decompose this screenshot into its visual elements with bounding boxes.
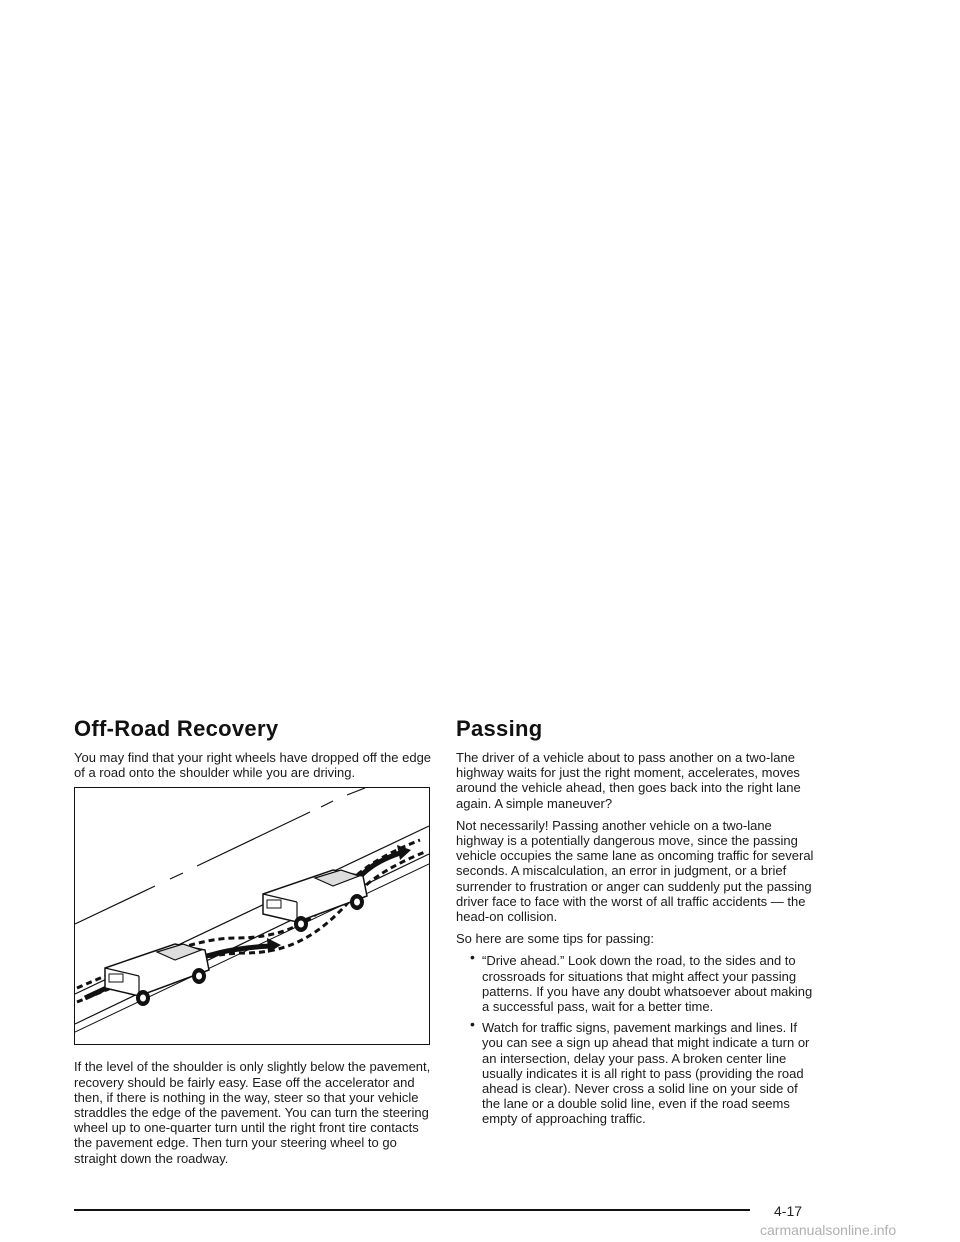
- body-paragraph: If the level of the shoulder is only slightly below the pavement, recovery should be fairly easy. Ease off the accelerator and then, if there is nothing in the way, steer so that your vehicle straddles the edge of the pavement. You can turn the steering wheel up to one-quarter turn until the right front tire contacts the pavement edge. Then turn your steering wheel to go straight down the roadway.: [74, 1059, 431, 1166]
- footer-rule: [74, 1209, 750, 1211]
- tips-list: [456, 949, 818, 1127]
- off-road-recovery-section: [74, 716, 434, 1173]
- bullet-icon: •: [470, 949, 475, 966]
- list-item: [470, 949, 818, 1015]
- watermark: carmanualsonline.info: [760, 1222, 897, 1238]
- list-item-text: Watch for traffic signs, pavement markings and lines. If you can see a sign up ahead that might indicate a turn or an intersection, delay your pass. A broken center line usually indicates it is all right to pass (providing the road ahead is clear). Never cross a solid line on your side of the lane or a double solid line, even if the road seems empty of approaching traffic.: [482, 1020, 810, 1127]
- paragraph-3: So here are some tips for passing:: [456, 931, 654, 947]
- off-road-recovery-illustration: [74, 787, 430, 1045]
- truck-icon-1: [105, 944, 209, 1006]
- truck-icon-2: [263, 870, 367, 932]
- intro-paragraph: You may find that your right wheels have dropped off the edge of a road onto the shoulder while you are driving.: [74, 750, 432, 781]
- page-number: 4-17: [774, 1203, 803, 1219]
- passing-section: [456, 716, 818, 1133]
- bullet-icon: •: [470, 1016, 475, 1033]
- section-title: Passing: [456, 716, 543, 741]
- road-diagram: [75, 788, 429, 1044]
- paragraph-1: The driver of a vehicle about to pass another on a two-lane highway waits for just the right moment, accelerates, moves around the vehicle ahead, then goes back into the right lane again. A simple maneuver?: [456, 750, 801, 811]
- shoulder-edge-line: [75, 854, 429, 1024]
- section-title: Off-Road Recovery: [74, 716, 279, 741]
- paragraph-2: Not necessarily! Passing another vehicle on a two-lane highway is a potentially dangerous move, since the passing vehicle occupies the same lane as oncoming traffic for several seconds. A miscalculation, an error in judgment, or a brief surrender to frustration or anger can suddenly put the passing driver face to face with the worst of all traffic accidents — the head-on collision.: [456, 817, 814, 925]
- list-item: [470, 1016, 818, 1127]
- list-item-text: “Drive ahead.” Look down the road, to the sides and to crossroads for situations that might affect your passing patterns. If you have any doubt whatsoever about making a successful pass, wait for a better time.: [482, 953, 813, 1015]
